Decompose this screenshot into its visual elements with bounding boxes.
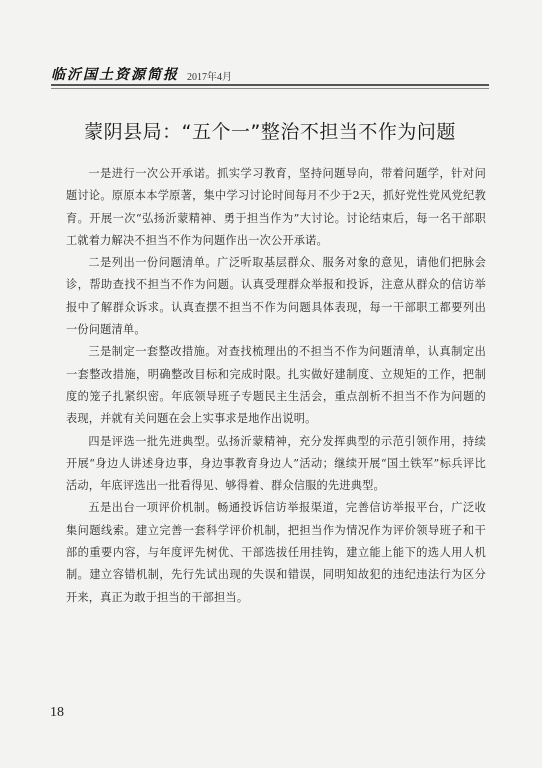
paragraph-1: 一是进行一次公开承诺。抓实学习教育，坚持问题导向，带着问题学，针对问题讨论。原原本本学原著，集中学习讨论时间每月不少于2天，抓好党性党风党纪教育。开展一次“弘扬沂蒙精神、勇于担当作为”大讨论。讨论结束后，每一名干部职工就着力解决不担当不作为问题作出一次公开承诺。 bbox=[66, 167, 486, 247]
publication-name: 临沂国土资源简报 bbox=[51, 67, 179, 83]
publication-date: 2017年4月 bbox=[187, 72, 232, 83]
article-body bbox=[66, 163, 486, 609]
paragraph-5: 五是出台一项评价机制。畅通投诉信访举报渠道，完善信访举报平台，广泛收集问题线索。建立完善一套科学评价机制，把担当作为情况作为评价领导班子和干部的重要内容，与年度评先树优、干部选拔任用挂钩，建立能上能下的选人用人机制。建立容错机制，先行先试出现的失误和错误，同明知故犯的违纪违法行为区分开来，真正为敢于担当的干部担当。 bbox=[66, 501, 486, 604]
header-rule-thin bbox=[51, 88, 489, 89]
page-header bbox=[51, 64, 232, 84]
page-number: 18 bbox=[50, 705, 64, 720]
paragraph-2: 二是列出一份问题清单。广泛听取基层群众、服务对象的意见，请他们把脉会诊，帮助查找不担当不作为问题。认真受理群众举报和投诉，注意从群众的信访举报中了解群众诉求。认真查摆不担当不作为问题具体表现，每一干部职工都要列出一份问题清单。 bbox=[66, 256, 486, 337]
paragraph-4: 四是评选一批先进典型。弘扬沂蒙精神，充分发挥典型的示范引领作用，持续开展“身边人讲述身边事，身边事教育身边人”活动；继续开展“国土铁军”标兵评比活动，年底评选出一批看得见、够得着、群众信服的先进典型。 bbox=[66, 434, 486, 493]
article-title: 蒙阴县局：“五个一”整治不担当不作为问题 bbox=[84, 121, 456, 143]
header-rule-thick bbox=[51, 84, 489, 86]
paragraph-3: 三是制定一套整改措施。对查找梳理出的不担当不作为问题清单，认真制定出一套整改措施，明确整改目标和完成时限。扎实做好建制度、立规矩的工作，把制度的笼子扎紧织密。年底领导班子专题民主生活会，重点剖析不担当不作为问题的表现，并就有关问题在会上实事求是地作出说明。 bbox=[66, 345, 486, 426]
